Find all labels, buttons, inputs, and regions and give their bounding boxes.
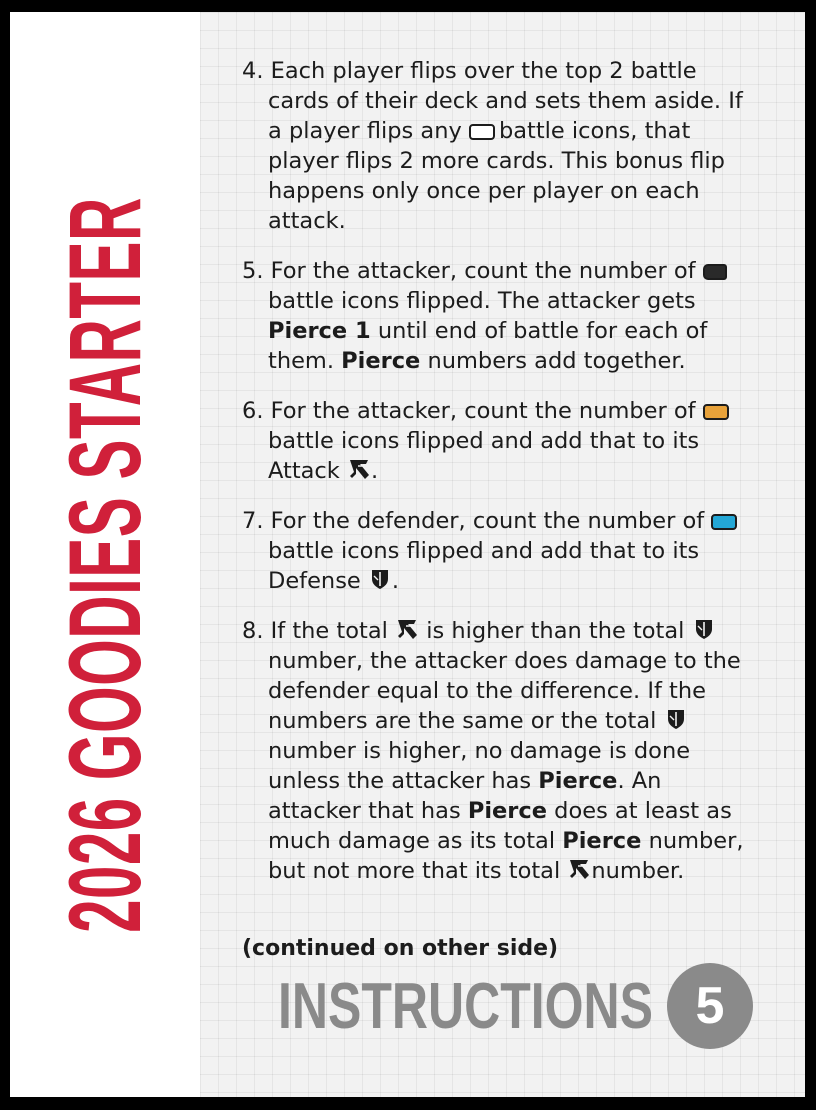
- blank-battle-icon: [469, 124, 495, 140]
- side-title: 2026 GOODIES STARTER: [48, 197, 162, 933]
- side-banner: [10, 12, 200, 1097]
- defense-battle-icon: [711, 514, 737, 530]
- step-text: If the total: [270, 618, 388, 644]
- step-text: For the attacker, count the number of: [270, 398, 696, 424]
- pierce-keyword: Pierce 1: [268, 318, 371, 344]
- step-text: battle icons flipped. The attacker gets: [268, 288, 696, 314]
- step-text: battle icons flipped and add that to its Defense: [268, 538, 700, 594]
- attack-sword-icon: [567, 857, 591, 881]
- pierce-battle-icon: [703, 264, 727, 280]
- step-text: number, the attacker does damage to the defender equal to the difference. If the numbers are the same or the total: [268, 648, 741, 734]
- step-text: For the defender, count the number of: [270, 508, 705, 534]
- step-number: 8.: [242, 618, 264, 644]
- pierce-keyword: Pierce: [341, 348, 421, 374]
- page-number-badge: 5: [667, 963, 753, 1049]
- footer: [278, 963, 753, 1049]
- footer-label: INSTRUCTIONS: [278, 969, 653, 1043]
- step-text: battle icons, that player flips 2 more cards. This bonus flip happens only once per player on each attack.: [268, 118, 725, 234]
- step-8: [242, 616, 752, 886]
- step-text: until end of battle for each of them.: [268, 318, 708, 374]
- attack-sword-icon: [347, 457, 371, 481]
- step-text: For the attacker, count the number of: [270, 258, 696, 284]
- step-number: 4.: [242, 58, 264, 84]
- step-text: .: [391, 568, 400, 594]
- pierce-keyword: Pierce: [467, 798, 548, 824]
- step-5: [242, 256, 752, 376]
- step-4: [242, 56, 752, 236]
- step-text: number is higher, no damage is done unless the attacker has: [268, 738, 691, 794]
- instructions-panel: [200, 12, 805, 1097]
- step-text: Each player flips over the top 2 battle cards of their deck and sets them aside. If a player flips any: [268, 58, 743, 144]
- step-6: [242, 396, 752, 486]
- steps-list: [242, 56, 752, 906]
- step-text: is higher than the total: [426, 618, 685, 644]
- step-text: numbers add together.: [427, 348, 686, 374]
- step-7: [242, 506, 752, 596]
- instruction-card: [10, 12, 805, 1097]
- defense-shield-icon: [368, 567, 392, 591]
- step-text: battle icons flipped and add that to its Attack: [268, 428, 700, 484]
- step-number: 6.: [242, 398, 264, 424]
- step-number: 7.: [242, 508, 264, 534]
- defense-shield-icon: [664, 707, 688, 731]
- step-number: 5.: [242, 258, 264, 284]
- step-text: does at least as much damage as its total: [268, 798, 732, 854]
- step-text: number, but not more that its total: [268, 828, 744, 884]
- step-text: . An attacker that has: [268, 768, 662, 824]
- step-text: number.: [591, 858, 685, 884]
- attack-sword-icon: [395, 617, 419, 641]
- defense-shield-icon: [692, 617, 716, 641]
- pierce-keyword: Pierce: [562, 828, 642, 854]
- attack-battle-icon: [703, 404, 729, 420]
- continued-note: (continued on other side): [242, 936, 559, 961]
- step-text: .: [371, 458, 379, 484]
- pierce-keyword: Pierce: [538, 768, 618, 794]
